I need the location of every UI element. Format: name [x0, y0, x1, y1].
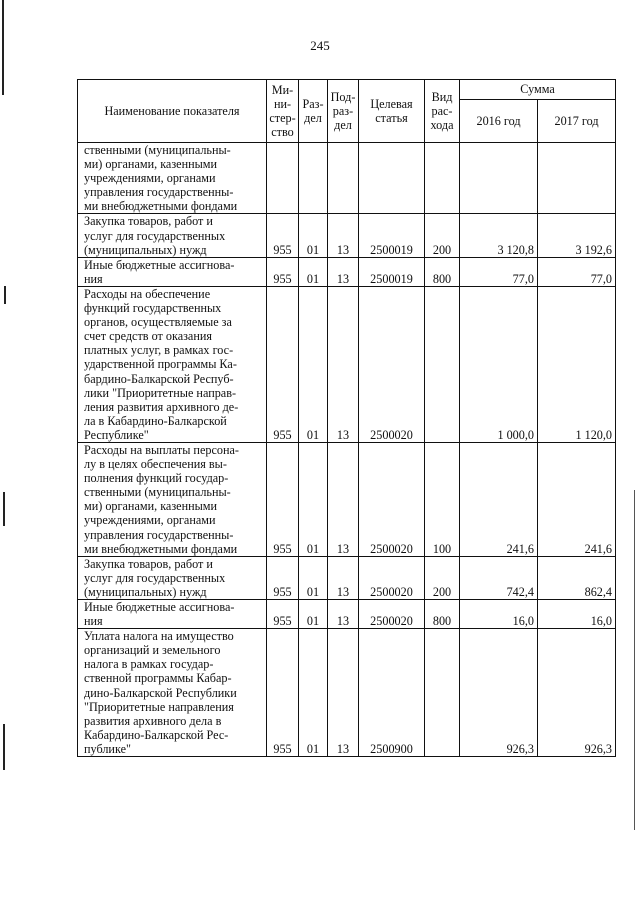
row-2016: 926,3	[460, 629, 538, 757]
row-target: 2500020	[359, 600, 425, 629]
row-subsection: 13	[328, 442, 359, 556]
scan-artifact-line	[634, 490, 635, 830]
row-target: 2500020	[359, 442, 425, 556]
row-2017: 16,0	[538, 600, 616, 629]
row-ministry: 955	[267, 629, 299, 757]
row-2017: 862,4	[538, 556, 616, 599]
header-sum: Сумма	[460, 80, 616, 100]
row-name: Закупка товаров, работ и услуг для государственных (муниципальных) нужд	[84, 556, 226, 599]
row-subsection: 13	[328, 214, 359, 257]
row-2016: 77,0	[460, 257, 538, 286]
row-section: 01	[299, 556, 328, 599]
scan-artifact-mark	[3, 492, 5, 526]
row-section: 01	[299, 286, 328, 442]
header-ministry: Ми- ни- стер- ство	[267, 80, 299, 143]
table-row	[78, 600, 616, 629]
row-vid	[425, 629, 460, 757]
header-year-2016: 2016 год	[460, 100, 538, 143]
row-section: 01	[299, 600, 328, 629]
row-ministry: 955	[267, 442, 299, 556]
row-vid	[425, 143, 460, 214]
row-2017: 241,6	[538, 442, 616, 556]
row-2017: 77,0	[538, 257, 616, 286]
table-row	[78, 442, 616, 556]
row-target: 2500019	[359, 257, 425, 286]
row-vid: 200	[425, 556, 460, 599]
table-row	[78, 214, 616, 257]
row-2016: 3 120,8	[460, 214, 538, 257]
header-expense-type: Вид рас- хода	[425, 80, 460, 143]
row-2016: 742,4	[460, 556, 538, 599]
row-target: 2500020	[359, 556, 425, 599]
row-subsection: 13	[328, 556, 359, 599]
row-2016	[460, 143, 538, 214]
row-ministry: 955	[267, 286, 299, 442]
row-name: Расходы на обеспечение функций государственных органов, осуществляемые за счет средств от оказания платных услуг, в рамках гос- ударственной программы Ка- бардино-Балкарской Респуб- лики "Приоритетные направ- ления развития архивного де- ла в Кабардино-Балкарской Республике"	[84, 286, 239, 442]
table-row	[78, 143, 616, 214]
row-target	[359, 143, 425, 214]
row-vid: 800	[425, 257, 460, 286]
row-name: Расходы на выплаты персона- лу в целях обеспечения вы- полнения функций государ- ственными (муниципальны- ми) органами, казенными учреждениями, органами управления государственны- ми внебюджетными фондами	[84, 442, 239, 556]
row-2016: 1 000,0	[460, 286, 538, 442]
page-number: 245	[310, 38, 330, 53]
table-row	[78, 286, 616, 442]
row-ministry: 955	[267, 600, 299, 629]
row-2017: 3 192,6	[538, 214, 616, 257]
row-2017: 1 120,0	[538, 286, 616, 442]
row-2016: 16,0	[460, 600, 538, 629]
row-name: Закупка товаров, работ и услуг для государственных (муниципальных) нужд	[84, 214, 226, 257]
row-subsection: 13	[328, 286, 359, 442]
scan-artifact-mark	[3, 724, 5, 770]
row-section: 01	[299, 442, 328, 556]
row-ministry	[267, 143, 299, 214]
table-row	[78, 629, 616, 757]
row-subsection: 13	[328, 257, 359, 286]
scan-artifact-mark	[4, 286, 6, 304]
row-section: 01	[299, 257, 328, 286]
row-target: 2500019	[359, 214, 425, 257]
row-name: Иные бюджетные ассигнова- ния	[84, 600, 235, 629]
header-target-item: Целевая статья	[359, 80, 425, 143]
row-2016: 241,6	[460, 442, 538, 556]
row-vid: 200	[425, 214, 460, 257]
budget-table	[77, 79, 616, 757]
row-vid: 100	[425, 442, 460, 556]
row-target: 2500020	[359, 286, 425, 442]
row-name: Уплата налога на имущество организаций и земельного налога в рамках государ- ственной программы Кабар- дино-Балкарской Республики "Приоритетные направления развития архивного дела в Кабардино-Балкарской Рес- публике"	[84, 629, 237, 756]
row-name: ственными (муниципальны- ми) органами, казенными учреждениями, органами управления государственны- ми внебюджетными фондами	[84, 143, 238, 214]
table-row	[78, 257, 616, 286]
row-2017: 926,3	[538, 629, 616, 757]
row-target: 2500900	[359, 629, 425, 757]
row-vid: 800	[425, 600, 460, 629]
header-subsection: Под- раз- дел	[328, 80, 359, 143]
header-year-2017: 2017 год	[538, 100, 616, 143]
header-name: Наименование показателя	[78, 80, 267, 143]
row-section	[299, 143, 328, 214]
row-name: Иные бюджетные ассигнова- ния	[84, 257, 235, 286]
row-vid	[425, 286, 460, 442]
row-subsection: 13	[328, 629, 359, 757]
row-ministry: 955	[267, 214, 299, 257]
row-ministry: 955	[267, 257, 299, 286]
row-subsection	[328, 143, 359, 214]
header-section: Раз- дел	[299, 80, 328, 143]
row-2017	[538, 143, 616, 214]
row-ministry: 955	[267, 556, 299, 599]
table-row	[78, 556, 616, 599]
row-section: 01	[299, 629, 328, 757]
row-section: 01	[299, 214, 328, 257]
row-subsection: 13	[328, 600, 359, 629]
